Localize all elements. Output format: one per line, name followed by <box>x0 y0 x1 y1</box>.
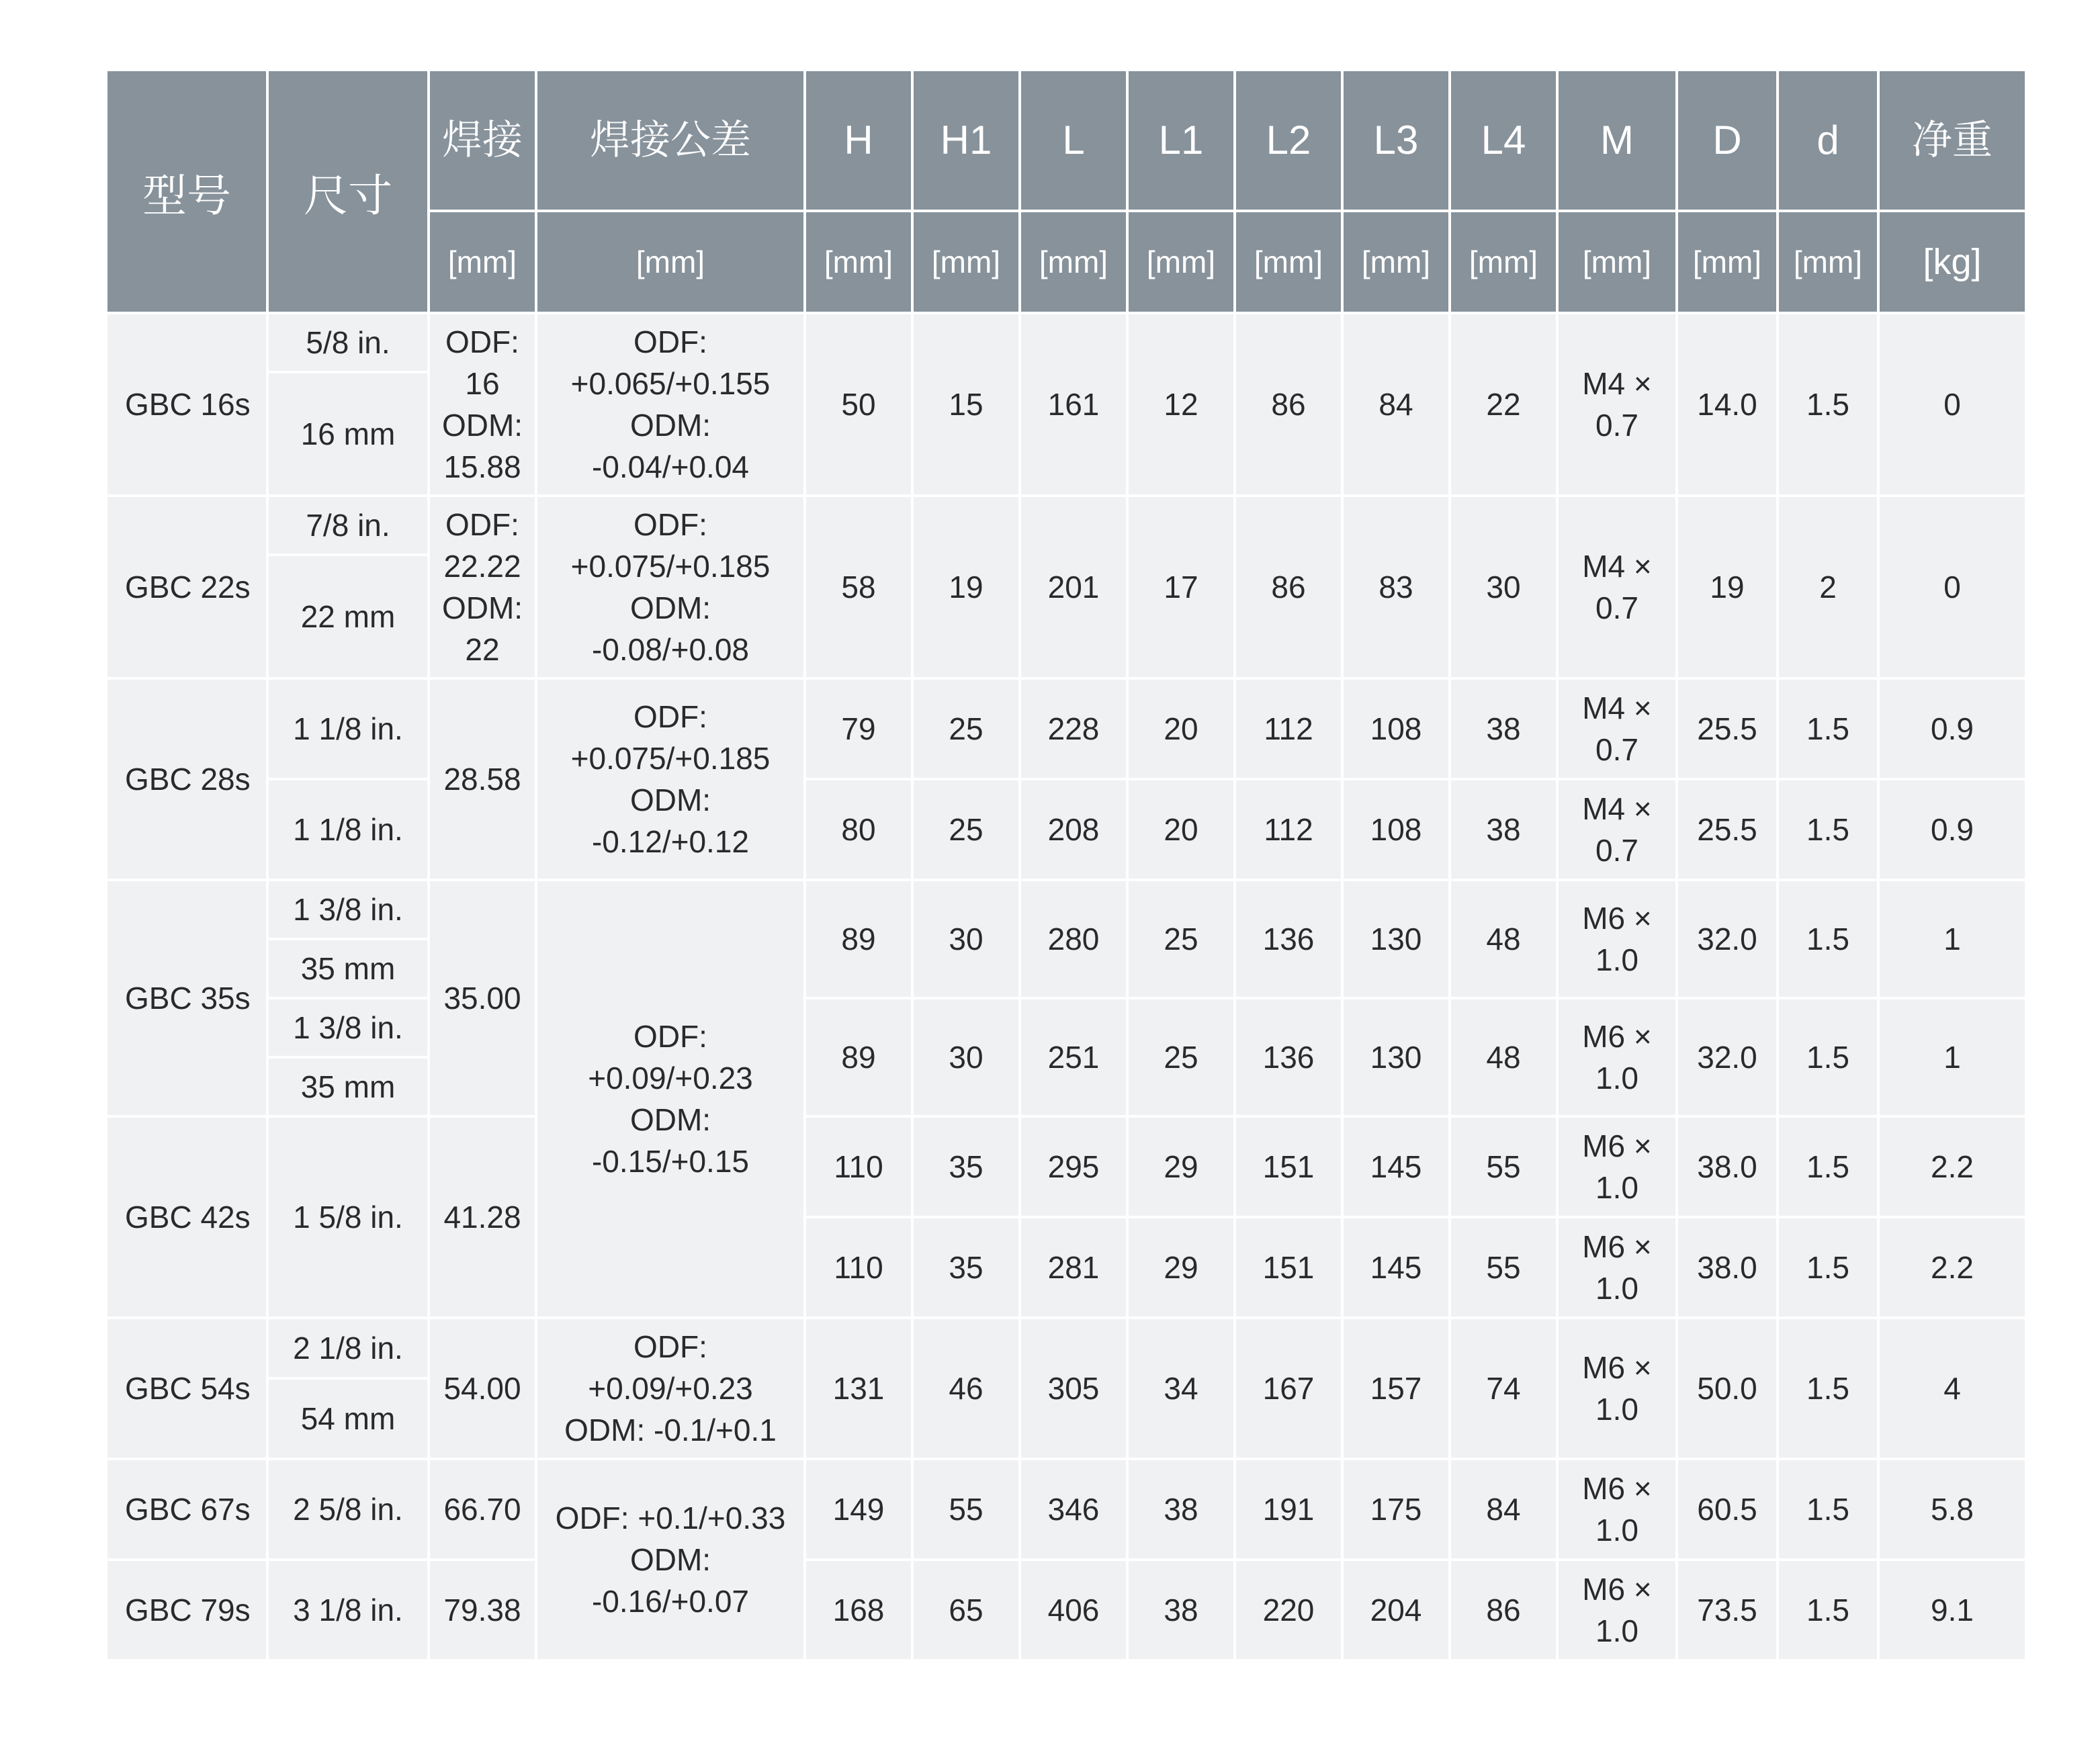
l2-cell: 220 <box>1235 1560 1342 1660</box>
unit-net-weight: [kg] <box>1878 211 2026 313</box>
unit-weld: [mm] <box>429 211 536 313</box>
d-inner-cell: 1.5 <box>1778 1116 1878 1217</box>
l4-cell: 48 <box>1450 880 1557 998</box>
l4-cell: 38 <box>1450 779 1557 880</box>
header-m: M <box>1557 70 1677 211</box>
l4-cell: 74 <box>1450 1318 1557 1459</box>
d-outer-cell: 73.5 <box>1677 1560 1778 1660</box>
d-inner-cell: 1.5 <box>1778 880 1878 998</box>
h1-cell: 30 <box>912 998 1020 1116</box>
tolerance-cell: ODF: +0.075/+0.185 ODM: -0.12/+0.12 <box>536 678 805 880</box>
h-cell: 89 <box>805 998 912 1116</box>
l2-cell: 86 <box>1235 496 1342 678</box>
l-cell: 280 <box>1020 880 1127 998</box>
size-cell: 1 1/8 in. <box>267 678 429 779</box>
header-model: 型号 <box>106 70 267 313</box>
l3-cell: 130 <box>1342 880 1450 998</box>
h1-cell: 46 <box>912 1318 1020 1459</box>
l-cell: 406 <box>1020 1560 1127 1660</box>
l2-cell: 112 <box>1235 678 1342 779</box>
weld-cell: 28.58 <box>429 678 536 880</box>
m-cell: M6 × 1.0 <box>1557 1116 1677 1217</box>
header-h: H <box>805 70 912 211</box>
l-cell: 161 <box>1020 313 1127 496</box>
unit-l2: [mm] <box>1235 211 1342 313</box>
header-net-weight: 净重 <box>1878 70 2026 211</box>
weight-cell: 2.2 <box>1878 1116 2026 1217</box>
l3-cell: 145 <box>1342 1116 1450 1217</box>
m-cell: M4 × 0.7 <box>1557 779 1677 880</box>
size-cell: 5/8 in. <box>267 313 429 372</box>
m-cell: M6 × 1.0 <box>1557 1318 1677 1459</box>
h-cell: 79 <box>805 678 912 779</box>
size-cell: 16 mm <box>267 372 429 496</box>
model-cell: GBC 28s <box>106 678 267 880</box>
size-cell: 1 5/8 in. <box>267 1116 429 1318</box>
l-cell: 228 <box>1020 678 1127 779</box>
l4-cell: 86 <box>1450 1560 1557 1660</box>
l4-cell: 48 <box>1450 998 1557 1116</box>
l1-cell: 17 <box>1127 496 1235 678</box>
l3-cell: 145 <box>1342 1217 1450 1318</box>
l2-cell: 86 <box>1235 313 1342 496</box>
size-cell: 22 mm <box>267 555 429 678</box>
weight-cell: 5.8 <box>1878 1459 2026 1560</box>
m-cell: M4 × 0.7 <box>1557 496 1677 678</box>
h1-cell: 55 <box>912 1459 1020 1560</box>
weld-cell: 66.70 <box>429 1459 536 1560</box>
d-inner-cell: 1.5 <box>1778 313 1878 496</box>
header-h1: H1 <box>912 70 1020 211</box>
d-outer-cell: 32.0 <box>1677 998 1778 1116</box>
unit-l3: [mm] <box>1342 211 1450 313</box>
header-d-outer: D <box>1677 70 1778 211</box>
h1-cell: 35 <box>912 1116 1020 1217</box>
m-cell: M4 × 0.7 <box>1557 313 1677 496</box>
m-cell: M4 × 0.7 <box>1557 678 1677 779</box>
d-inner-cell: 1.5 <box>1778 1560 1878 1660</box>
header-weld-tolerance: 焊接公差 <box>536 70 805 211</box>
weight-cell: 1 <box>1878 880 2026 998</box>
size-cell: 3 1/8 in. <box>267 1560 429 1660</box>
l1-cell: 38 <box>1127 1560 1235 1660</box>
weight-cell: 0 <box>1878 496 2026 678</box>
unit-h: [mm] <box>805 211 912 313</box>
h1-cell: 19 <box>912 496 1020 678</box>
l3-cell: 157 <box>1342 1318 1450 1459</box>
size-cell: 35 mm <box>267 939 429 998</box>
l2-cell: 136 <box>1235 998 1342 1116</box>
size-cell: 35 mm <box>267 1057 429 1116</box>
h-cell: 131 <box>805 1318 912 1459</box>
l2-cell: 151 <box>1235 1217 1342 1318</box>
model-cell: GBC 54s <box>106 1318 267 1459</box>
header-weld: 焊接 <box>429 70 536 211</box>
h-cell: 110 <box>805 1217 912 1318</box>
weld-cell: 79.38 <box>429 1560 536 1660</box>
weld-cell: 41.28 <box>429 1116 536 1318</box>
l4-cell: 84 <box>1450 1459 1557 1560</box>
l4-cell: 30 <box>1450 496 1557 678</box>
header-l: L <box>1020 70 1127 211</box>
unit-d-outer: [mm] <box>1677 211 1778 313</box>
d-inner-cell: 1.5 <box>1778 1318 1878 1459</box>
m-cell: M6 × 1.0 <box>1557 998 1677 1116</box>
weight-cell: 0 <box>1878 313 2026 496</box>
size-cell: 1 3/8 in. <box>267 998 429 1057</box>
weight-cell: 1 <box>1878 998 2026 1116</box>
weight-cell: 2.2 <box>1878 1217 2026 1318</box>
weight-cell: 0.9 <box>1878 779 2026 880</box>
model-cell: GBC 79s <box>106 1560 267 1660</box>
d-outer-cell: 38.0 <box>1677 1116 1778 1217</box>
header-l1: L1 <box>1127 70 1235 211</box>
l3-cell: 108 <box>1342 779 1450 880</box>
h-cell: 168 <box>805 1560 912 1660</box>
header-size: 尺寸 <box>267 70 429 313</box>
header-l4: L4 <box>1450 70 1557 211</box>
weld-cell: 54.00 <box>429 1318 536 1459</box>
d-inner-cell: 1.5 <box>1778 779 1878 880</box>
l2-cell: 167 <box>1235 1318 1342 1459</box>
m-cell: M6 × 1.0 <box>1557 1459 1677 1560</box>
h1-cell: 25 <box>912 779 1020 880</box>
l3-cell: 108 <box>1342 678 1450 779</box>
l1-cell: 29 <box>1127 1217 1235 1318</box>
l3-cell: 175 <box>1342 1459 1450 1560</box>
h1-cell: 30 <box>912 880 1020 998</box>
tolerance-cell: ODF: +0.09/+0.23 ODM: -0.1/+0.1 <box>536 1318 805 1459</box>
header-d-inner: d <box>1778 70 1878 211</box>
l-cell: 346 <box>1020 1459 1127 1560</box>
h1-cell: 65 <box>912 1560 1020 1660</box>
l1-cell: 25 <box>1127 880 1235 998</box>
weld-cell: 35.00 <box>429 880 536 1116</box>
size-cell: 2 1/8 in. <box>267 1318 429 1378</box>
l1-cell: 12 <box>1127 313 1235 496</box>
d-outer-cell: 60.5 <box>1677 1459 1778 1560</box>
unit-h1: [mm] <box>912 211 1020 313</box>
d-outer-cell: 14.0 <box>1677 313 1778 496</box>
header-l3: L3 <box>1342 70 1450 211</box>
l-cell: 305 <box>1020 1318 1127 1459</box>
l-cell: 281 <box>1020 1217 1127 1318</box>
l3-cell: 84 <box>1342 313 1450 496</box>
l-cell: 295 <box>1020 1116 1127 1217</box>
size-cell: 1 3/8 in. <box>267 880 429 939</box>
unit-l4: [mm] <box>1450 211 1557 313</box>
l1-cell: 38 <box>1127 1459 1235 1560</box>
weld-cell: ODF: 16 ODM: 15.88 <box>429 313 536 496</box>
size-cell: 1 1/8 in. <box>267 779 429 880</box>
unit-l: [mm] <box>1020 211 1127 313</box>
h-cell: 58 <box>805 496 912 678</box>
header-l2: L2 <box>1235 70 1342 211</box>
unit-weld-tolerance: [mm] <box>536 211 805 313</box>
l-cell: 201 <box>1020 496 1127 678</box>
d-inner-cell: 1.5 <box>1778 998 1878 1116</box>
m-cell: M6 × 1.0 <box>1557 1217 1677 1318</box>
d-inner-cell: 1.5 <box>1778 1217 1878 1318</box>
h-cell: 50 <box>805 313 912 496</box>
l1-cell: 29 <box>1127 1116 1235 1217</box>
l1-cell: 25 <box>1127 998 1235 1116</box>
l4-cell: 55 <box>1450 1217 1557 1318</box>
d-outer-cell: 25.5 <box>1677 678 1778 779</box>
tolerance-cell: ODF: +0.075/+0.185 ODM: -0.08/+0.08 <box>536 496 805 678</box>
model-cell: GBC 16s <box>106 313 267 496</box>
l3-cell: 204 <box>1342 1560 1450 1660</box>
l4-cell: 38 <box>1450 678 1557 779</box>
d-outer-cell: 38.0 <box>1677 1217 1778 1318</box>
h1-cell: 25 <box>912 678 1020 779</box>
unit-m: [mm] <box>1557 211 1677 313</box>
l2-cell: 191 <box>1235 1459 1342 1560</box>
h-cell: 149 <box>805 1459 912 1560</box>
size-cell: 2 5/8 in. <box>267 1459 429 1560</box>
tolerance-cell: ODF: +0.1/+0.33 ODM: -0.16/+0.07 <box>536 1459 805 1660</box>
weight-cell: 0.9 <box>1878 678 2026 779</box>
h-cell: 110 <box>805 1116 912 1217</box>
l4-cell: 55 <box>1450 1116 1557 1217</box>
h1-cell: 15 <box>912 313 1020 496</box>
m-cell: M6 × 1.0 <box>1557 1560 1677 1660</box>
l1-cell: 20 <box>1127 678 1235 779</box>
weld-cell: ODF: 22.22 ODM: 22 <box>429 496 536 678</box>
d-outer-cell: 50.0 <box>1677 1318 1778 1459</box>
weight-cell: 4 <box>1878 1318 2026 1459</box>
h1-cell: 35 <box>912 1217 1020 1318</box>
d-inner-cell: 1.5 <box>1778 1459 1878 1560</box>
l2-cell: 112 <box>1235 779 1342 880</box>
l2-cell: 151 <box>1235 1116 1342 1217</box>
l-cell: 208 <box>1020 779 1127 880</box>
l4-cell: 22 <box>1450 313 1557 496</box>
h-cell: 89 <box>805 880 912 998</box>
l1-cell: 34 <box>1127 1318 1235 1459</box>
size-cell: 54 mm <box>267 1378 429 1459</box>
m-cell: M6 × 1.0 <box>1557 880 1677 998</box>
tolerance-cell: ODF: +0.065/+0.155 ODM: -0.04/+0.04 <box>536 313 805 496</box>
model-cell: GBC 42s <box>106 1116 267 1318</box>
d-outer-cell: 32.0 <box>1677 880 1778 998</box>
d-outer-cell: 19 <box>1677 496 1778 678</box>
l2-cell: 136 <box>1235 880 1342 998</box>
tolerance-cell: ODF: +0.09/+0.23 ODM: -0.15/+0.15 <box>536 880 805 1318</box>
model-cell: GBC 35s <box>106 880 267 1116</box>
d-inner-cell: 1.5 <box>1778 678 1878 779</box>
weight-cell: 9.1 <box>1878 1560 2026 1660</box>
d-inner-cell: 2 <box>1778 496 1878 678</box>
unit-d-inner: [mm] <box>1778 211 1878 313</box>
l3-cell: 83 <box>1342 496 1450 678</box>
model-cell: GBC 67s <box>106 1459 267 1560</box>
spec-table <box>105 69 2027 1662</box>
l-cell: 251 <box>1020 998 1127 1116</box>
h-cell: 80 <box>805 779 912 880</box>
size-cell: 7/8 in. <box>267 496 429 555</box>
l3-cell: 130 <box>1342 998 1450 1116</box>
unit-l1: [mm] <box>1127 211 1235 313</box>
model-cell: GBC 22s <box>106 496 267 678</box>
l1-cell: 20 <box>1127 779 1235 880</box>
d-outer-cell: 25.5 <box>1677 779 1778 880</box>
